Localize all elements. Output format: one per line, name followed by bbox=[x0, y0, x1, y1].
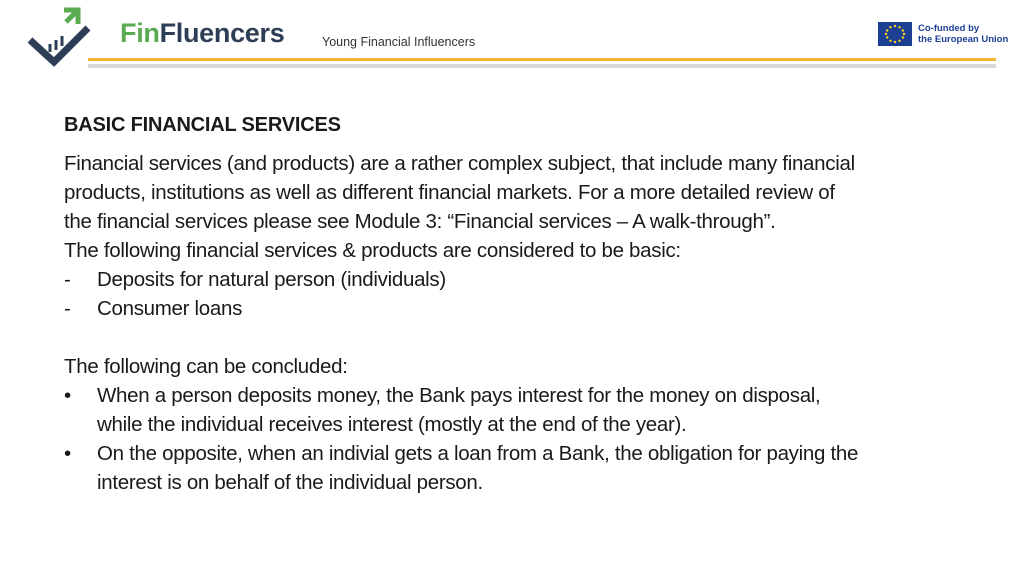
bullet-line: On the opposite, when an indivial gets a loan from a Bank, the obligation for paying the bbox=[97, 442, 859, 465]
eu-line-2: the European Union bbox=[918, 34, 1009, 45]
brand-fluencers: Fluencers bbox=[159, 18, 285, 48]
bullet-line: interest is on behalf of the individual person. bbox=[97, 471, 483, 494]
dash-marker: - bbox=[64, 268, 71, 291]
list-item bbox=[64, 294, 964, 323]
bullet-item bbox=[64, 381, 964, 439]
brand-tagline: Young Financial Influencers bbox=[322, 35, 476, 49]
list-item-text: Deposits for natural person (individuals) bbox=[97, 268, 446, 291]
bullet-line: while the individual receives interest (mostly at the end of the year). bbox=[97, 413, 687, 436]
bullet-line: When a person deposits money, the Bank pays interest for the money on disposal, bbox=[97, 384, 821, 407]
bullet-marker: • bbox=[64, 384, 71, 407]
bullet-item bbox=[64, 439, 964, 497]
dash-marker: - bbox=[64, 297, 71, 320]
intro-line: the financial services please see Module 3: “Financial services – A walk-through”. bbox=[64, 210, 776, 233]
intro-line: products, institutions as well as different financial markets. For a more detailed review of bbox=[64, 181, 835, 204]
brand-name bbox=[120, 18, 284, 49]
eu-flag-icon bbox=[878, 22, 912, 46]
slide-title: BASIC FINANCIAL SERVICES bbox=[64, 114, 341, 136]
eu-cofunded-label bbox=[918, 23, 1008, 45]
intro-line: Financial services (and products) are a rather complex subject, that include many financial bbox=[64, 152, 855, 175]
intro-line: The following financial services & products are considered to be basic: bbox=[64, 239, 681, 262]
brand-fin: Fin bbox=[120, 18, 160, 48]
bullet-text bbox=[97, 381, 820, 439]
conclusion-heading: The following can be concluded: bbox=[64, 355, 348, 378]
list-item-text: Consumer loans bbox=[97, 297, 243, 320]
header-rule-yellow bbox=[88, 58, 996, 61]
bullet-text bbox=[97, 439, 858, 497]
header bbox=[0, 0, 1024, 80]
eu-line-1: Co-funded by bbox=[918, 23, 980, 34]
header-rule-gray bbox=[88, 64, 996, 68]
bullet-marker: • bbox=[64, 442, 71, 465]
spacer bbox=[64, 323, 964, 352]
slide-content bbox=[64, 114, 964, 497]
list-item bbox=[64, 265, 964, 294]
